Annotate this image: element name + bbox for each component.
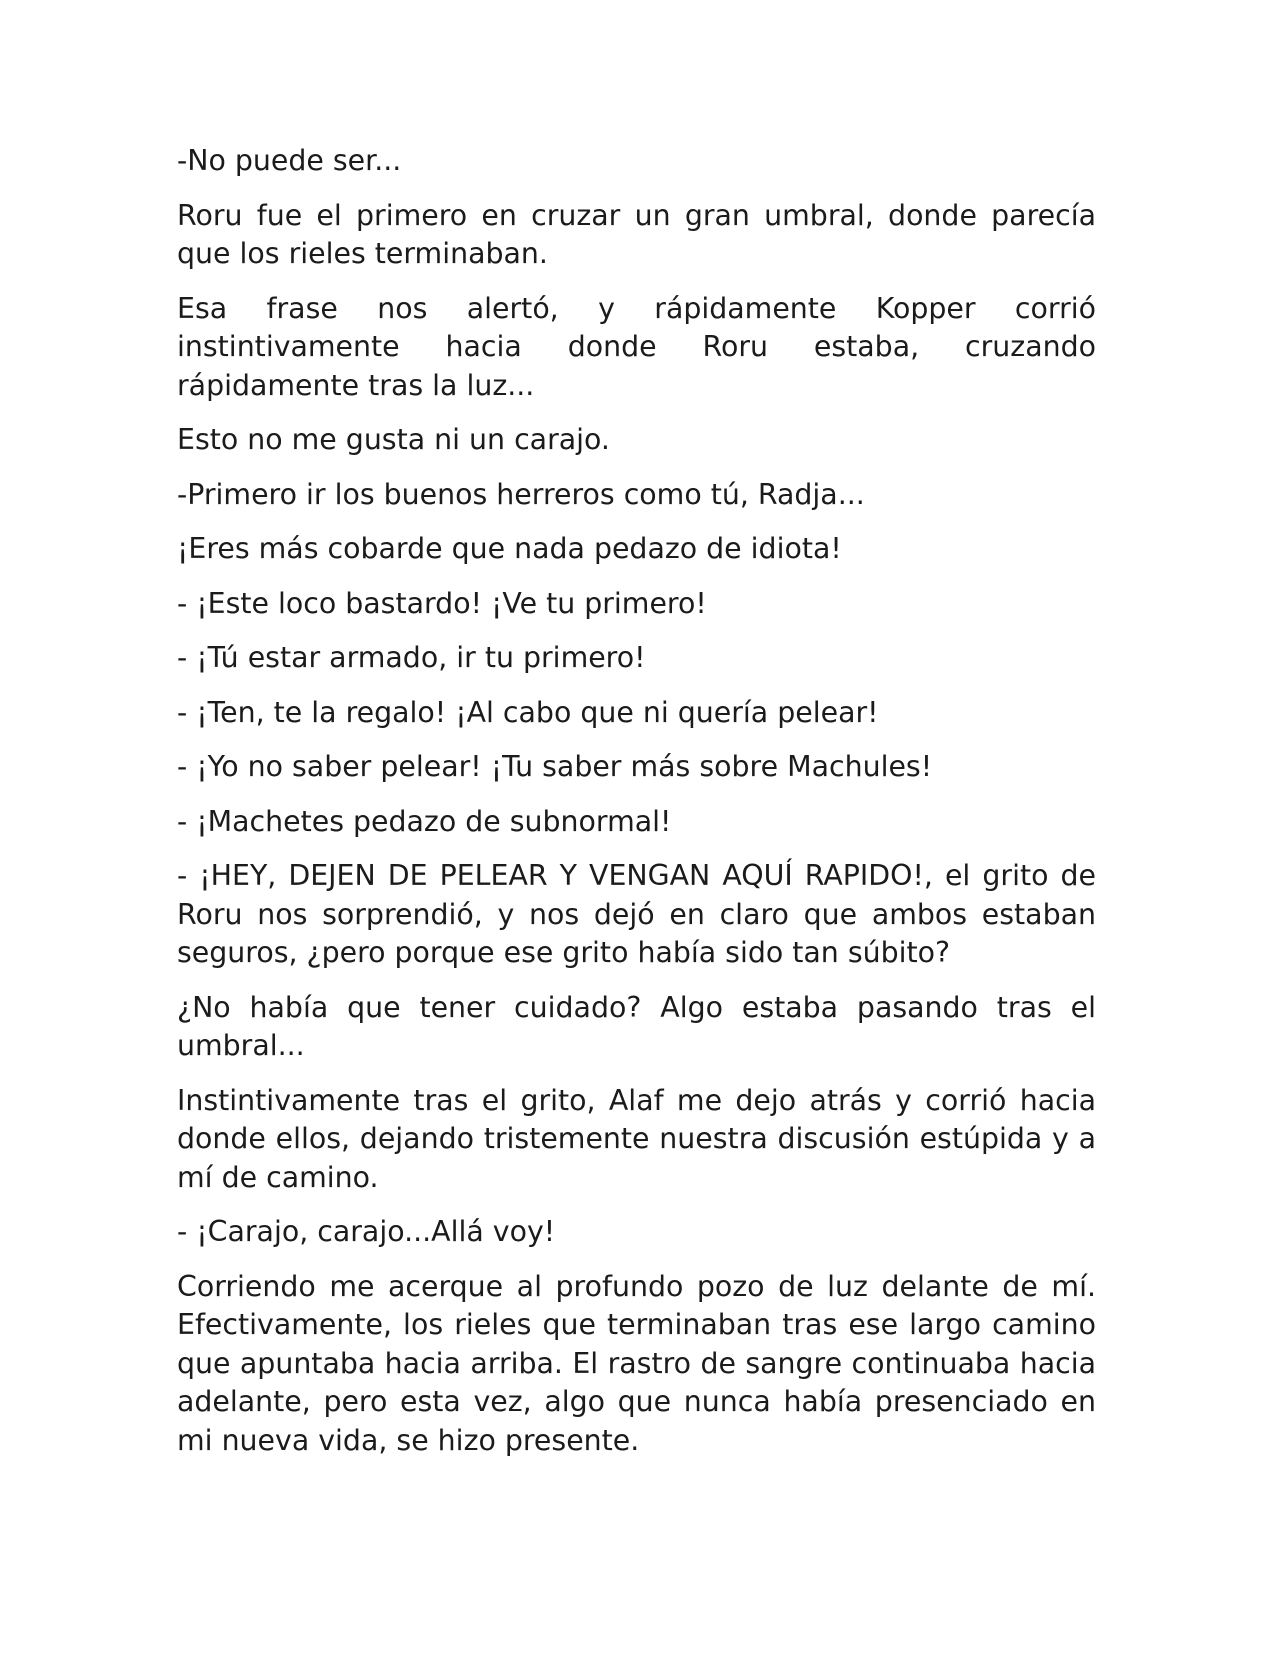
paragraph-11: - ¡Machetes pedazo de subnormal! <box>177 804 672 838</box>
paragraph-9: - ¡Ten, te la regalo! ¡Al cabo que ni quería pelear! <box>177 695 879 729</box>
paragraph-14: Instintivamente tras el grito, Alaf me dejo atrás y corrió hacia donde ellos, dejando tristemente nuestra discusión estúpida y a mí de camino. <box>177 1083 1096 1194</box>
paragraph-2: Roru fue el primero en cruzar un gran umbral, donde parecía que los rieles terminaban. <box>177 198 1096 270</box>
paragraph-12: - ¡HEY, DEJEN DE PELEAR Y VENGAN AQUÍ RAPIDO!, el grito de Roru nos sorprendió, y nos dejó en claro que ambos estaban seguros, ¿pero porque ese grito había sido tan súbito? <box>177 859 1096 969</box>
document-page <box>177 142 1096 1476</box>
paragraph-4: Esto no me gusta ni un carajo. <box>177 423 610 456</box>
paragraph-3: Esa frase nos alertó, y rápidamente Kopper corrió instintivamente hacia donde Roru estaba, cruzando rápidamente tras la luz... <box>177 291 1096 402</box>
paragraph-16: Corriendo me acerque al profundo pozo de luz delante de mí. Efectivamente, los rieles que terminaban tras ese largo camino que apuntaba hacia arriba. El rastro de sangre continuaba hacia adelante, pero esta vez, algo que nunca había presenciado en mi nueva vida, se hizo presente. <box>177 1269 1096 1457</box>
paragraph-13: ¿No había que tener cuidado? Algo estaba pasando tras el umbral... <box>177 990 1096 1062</box>
paragraph-15: - ¡Carajo, carajo...Allá voy! <box>177 1215 556 1248</box>
paragraph-1: -No puede ser... <box>177 144 402 177</box>
paragraph-5: -Primero ir los buenos herreros como tú, Radja... <box>177 477 865 511</box>
paragraph-8: - ¡Tú estar armado, ir tu primero! <box>177 641 646 674</box>
paragraph-6: ¡Eres más cobarde que nada pedazo de idiota! <box>177 532 842 565</box>
paragraph-7: - ¡Este loco bastardo! ¡Ve tu primero! <box>177 586 707 620</box>
paragraph-10: - ¡Yo no saber pelear! ¡Tu saber más sobre Machules! <box>177 750 933 783</box>
